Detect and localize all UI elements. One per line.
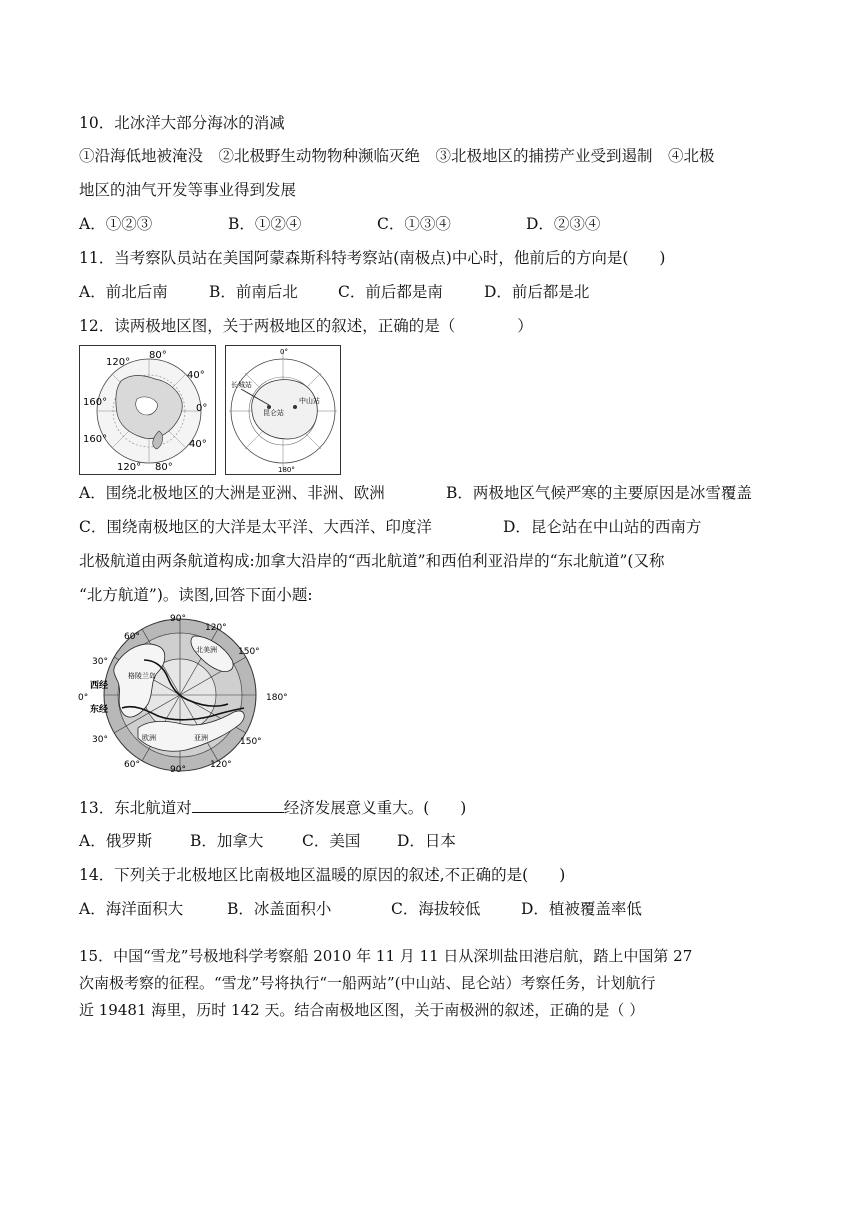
- map2-label-great-wall: 长城站: [231, 381, 252, 389]
- q15-line2: 次南极考察的征程。“雪龙”号将执行“一船两站”(中山站、昆仑站）考察任务，计划航行: [79, 974, 656, 992]
- passage-line1: 北极航道由两条航道构成:加拿大沿岸的“西北航道”和西伯利亚沿岸的“东北航道”(又称: [79, 552, 665, 570]
- map1-label-0: 120°: [106, 357, 131, 368]
- map1-label-1: 80°: [149, 350, 167, 361]
- routes-label-east-lon: 东经: [90, 705, 109, 715]
- routes-label-asia: 亚洲: [194, 734, 208, 742]
- routes-label-greenland: 格陵兰岛: [128, 672, 156, 680]
- q12-stem: 12．读两极地区图，关于两极地区的叙述，正确的是（ ）: [79, 317, 533, 335]
- arctic-routes-map: [78, 612, 294, 774]
- routes-label-sw30: 30°: [92, 735, 108, 745]
- q14-option-d[interactable]: D．植被覆盖率低: [521, 900, 642, 918]
- map2-label-180: 180°: [278, 466, 295, 474]
- q15-line3: 近 19481 海里，历时 142 天。结合南极地区图，关于南极洲的叙述，正确的是（ ）: [79, 1001, 645, 1019]
- routes-label-s150: 150°: [240, 737, 262, 747]
- q12-option-a[interactable]: A．围绕北极地区的大洲是亚洲、非洲、欧洲: [79, 484, 385, 502]
- passage-line2: “北方航道”)。读图,回答下面小题:: [79, 586, 313, 604]
- q12-option-d[interactable]: D．昆仑站在中山站的西南方: [503, 518, 702, 536]
- q13-stem: [79, 797, 466, 818]
- q13-option-b[interactable]: B．加拿大: [190, 832, 264, 850]
- map2-label-0: 0°: [280, 348, 288, 356]
- map1-label-7: 120°: [117, 462, 142, 473]
- q14-option-b[interactable]: B．冰盖面积小: [227, 900, 332, 918]
- arctic-polar-map: [79, 345, 216, 475]
- q15-line1: 15．中国“雪龙”号极地科学考察船 2010 年 11 月 11 日从深圳盐田港启航，踏上中国第 27: [79, 947, 693, 965]
- q11-option-c[interactable]: C．前后都是南: [338, 283, 443, 301]
- map1-label-3: 160°: [83, 397, 108, 408]
- map2-label-kunlun: 昆仑站: [263, 409, 284, 417]
- routes-label-bottom-90: 90°: [170, 765, 186, 774]
- q12-option-c[interactable]: C．围绕南极地区的大洋是太平洋、大西洋、印度洋: [79, 518, 432, 536]
- routes-label-europe: 欧洲: [142, 734, 156, 742]
- q11-option-d[interactable]: D．前后都是北: [484, 283, 590, 301]
- map1-label-4: 0°: [196, 403, 208, 414]
- q14-option-c[interactable]: C．海拔较低: [391, 900, 481, 918]
- q10-option-c[interactable]: C．①③④: [377, 215, 451, 233]
- routes-label-180: 180°: [266, 693, 288, 703]
- routes-label-west-lon: 西经: [90, 681, 109, 691]
- map2-label-zhongshan: 中山站: [299, 397, 320, 405]
- q10-stem: 10．北冰洋大部分海冰的消减: [79, 114, 285, 132]
- q10-option-a[interactable]: A．①②③: [79, 215, 153, 233]
- routes-label-north-america: 北美洲: [196, 646, 217, 654]
- q13-option-a[interactable]: A．俄罗斯: [79, 832, 153, 850]
- q13-option-d[interactable]: D．日本: [397, 832, 456, 850]
- map1-label-6: 40°: [189, 439, 207, 450]
- map1-label-5: 160°: [83, 434, 108, 445]
- routes-label-0: 0°: [78, 693, 89, 703]
- q11-option-b[interactable]: B．前南后北: [209, 283, 298, 301]
- q10-option-b[interactable]: B．①②④: [228, 215, 302, 233]
- q13-stem-after: 经济发展意义重大。( ): [283, 799, 467, 817]
- q10-items-line2: 地区的油气开发等事业得到发展: [79, 181, 297, 199]
- q11-stem: 11．当考察队员站在美国阿蒙森斯科特考察站(南极点)中心时，他前后的方向是( ): [79, 249, 666, 267]
- q10-items-line1: ①沿海低地被淹没 ②北极野生动物物种濒临灭绝 ③北极地区的捕捞产业受到遏制 ④北极: [79, 147, 715, 165]
- q14-stem: 14．下列关于北极地区比南极地区温暖的原因的叙述,不正确的是( ): [79, 866, 566, 884]
- q14-option-a[interactable]: A．海洋面积大: [79, 900, 184, 918]
- map1-label-8: 80°: [155, 462, 173, 473]
- map1-label-2: 40°: [187, 370, 205, 381]
- q13-option-c[interactable]: C．美国: [302, 832, 361, 850]
- routes-label-sw60: 60°: [124, 760, 140, 770]
- routes-label-s120: 120°: [210, 760, 232, 770]
- q13-stem-before: 13．东北航道对: [79, 799, 192, 817]
- q12-option-b[interactable]: B．两极地区气候严寒的主要原因是冰雪覆盖: [446, 484, 752, 502]
- q11-option-a[interactable]: A．前北后南: [79, 283, 168, 301]
- routes-label-n120: 120°: [205, 623, 227, 633]
- routes-label-w30: 30°: [92, 657, 108, 667]
- routes-label-n150: 150°: [238, 647, 260, 657]
- q13-blank[interactable]: [192, 797, 284, 813]
- q10-option-d[interactable]: D．②③④: [526, 215, 601, 233]
- antarctic-polar-map: [225, 345, 341, 475]
- routes-label-top-90: 90°: [170, 614, 186, 624]
- routes-label-w60: 60°: [124, 632, 140, 642]
